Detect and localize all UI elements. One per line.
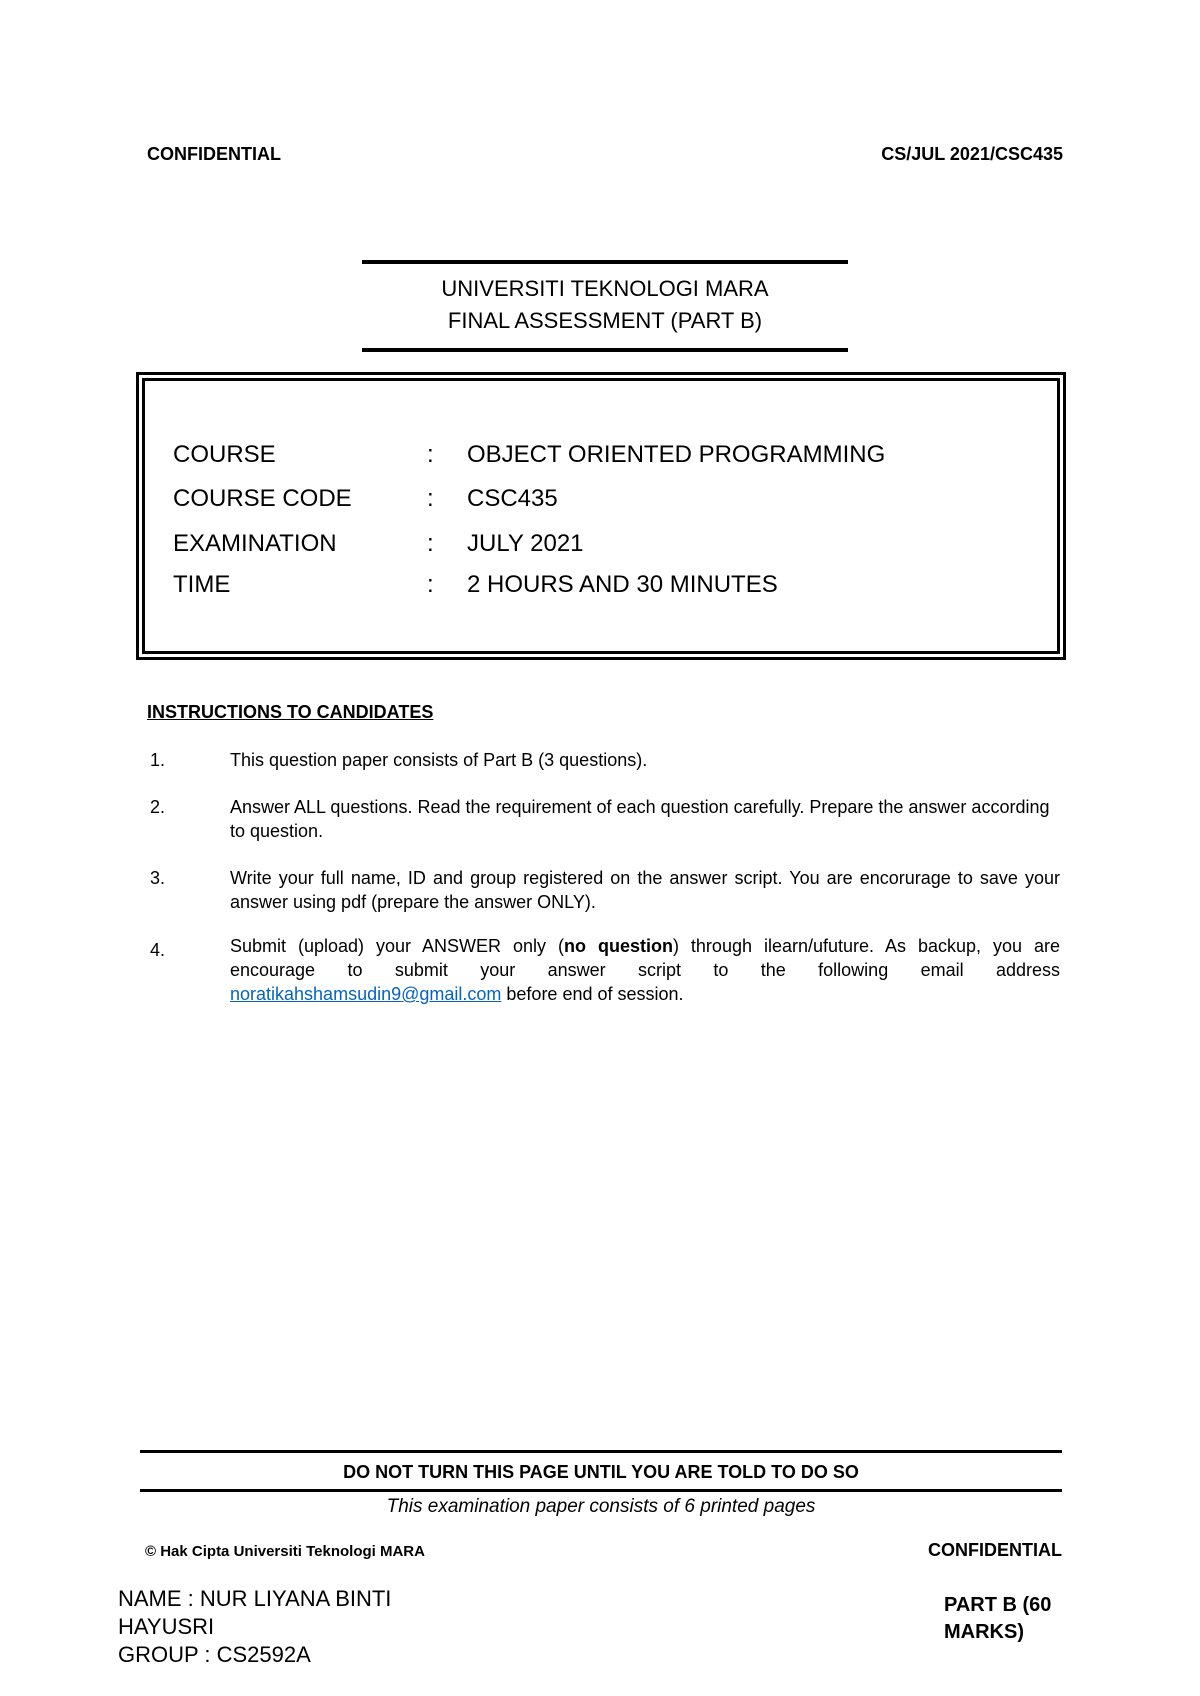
student-name-line2: HAYUSRI xyxy=(118,1614,215,1639)
examination-value: JULY 2021 xyxy=(467,530,584,557)
part-marks-line2: MARKS) xyxy=(944,1621,1024,1643)
time-colon: : xyxy=(427,571,434,598)
instruction-number: 4. xyxy=(150,940,166,960)
printed-pages-note: This examination paper consists of 6 printed pages xyxy=(386,1496,816,1517)
instruction-text-part: ) through ilearn/ufuture. As backup, you are encourage to submit your answer script to the following email address xyxy=(230,936,1060,980)
student-details xyxy=(118,1585,391,1669)
footer-top-rule xyxy=(140,1450,1062,1453)
student-name-line1: NAME : NUR LIYANA BINTI xyxy=(118,1586,392,1611)
university-name: UNIVERSITI TEKNOLOGI MARA xyxy=(441,276,769,301)
part-marks xyxy=(944,1592,1051,1646)
course-info-box xyxy=(142,378,1060,654)
time-value: 2 HOURS AND 30 MINUTES xyxy=(467,571,778,598)
course-value: OBJECT ORIENTED PROGRAMMING xyxy=(467,441,886,468)
assessment-title: FINAL ASSESSMENT (PART B) xyxy=(447,308,763,333)
instruction-number: 3. xyxy=(150,868,166,888)
instruction-text: This question paper consists of Part B (3 questions). xyxy=(230,750,648,770)
part-marks-line1: PART B (60 xyxy=(944,1594,1052,1616)
title-bottom-rule xyxy=(362,348,848,352)
title-block xyxy=(362,276,848,334)
footer-confidential: CONFIDENTIAL xyxy=(928,1540,1062,1560)
footer-bottom-rule xyxy=(140,1489,1062,1492)
course-code-colon: : xyxy=(427,485,434,512)
instruction-text-part: Submit (upload) your ANSWER only ( xyxy=(230,936,564,956)
title-top-rule xyxy=(362,260,848,264)
instructions-heading: INSTRUCTIONS TO CANDIDATES xyxy=(147,702,434,722)
course-colon: : xyxy=(427,441,434,468)
instruction-number: 1. xyxy=(150,750,166,770)
instruction-text-part: before end of session. xyxy=(501,984,684,1004)
course-code-label: COURSE CODE xyxy=(173,485,352,512)
examination-label: EXAMINATION xyxy=(173,530,337,557)
examination-colon: : xyxy=(427,530,434,557)
email-link[interactable]: noratikahshamsudin9@gmail.com xyxy=(230,984,502,1004)
instruction-text: Write your full name, ID and group registered on the answer script. You are encorurage to save your answer using pdf (prepare the answer ONLY). xyxy=(230,868,1060,912)
instruction-text: Answer ALL questions. Read the requirement of each question carefully. Prepare the answer according to question. xyxy=(230,797,1050,841)
instruction-bold-text: no question xyxy=(563,936,673,956)
student-group: GROUP : CS2592A xyxy=(118,1642,311,1667)
copyright-notice: © Hak Cipta Universiti Teknologi MARA xyxy=(145,1543,425,1560)
do-not-turn-warning: DO NOT TURN THIS PAGE UNTIL YOU ARE TOLD TO DO SO xyxy=(343,1462,859,1482)
header-reference-code: CS/JUL 2021/CSC435 xyxy=(881,144,1063,164)
instruction-text xyxy=(230,934,1060,1006)
course-label: COURSE xyxy=(173,441,276,468)
time-label: TIME xyxy=(173,571,231,598)
header-confidential: CONFIDENTIAL xyxy=(147,144,281,164)
instruction-number: 2. xyxy=(150,797,166,817)
course-code-value: CSC435 xyxy=(467,485,558,512)
